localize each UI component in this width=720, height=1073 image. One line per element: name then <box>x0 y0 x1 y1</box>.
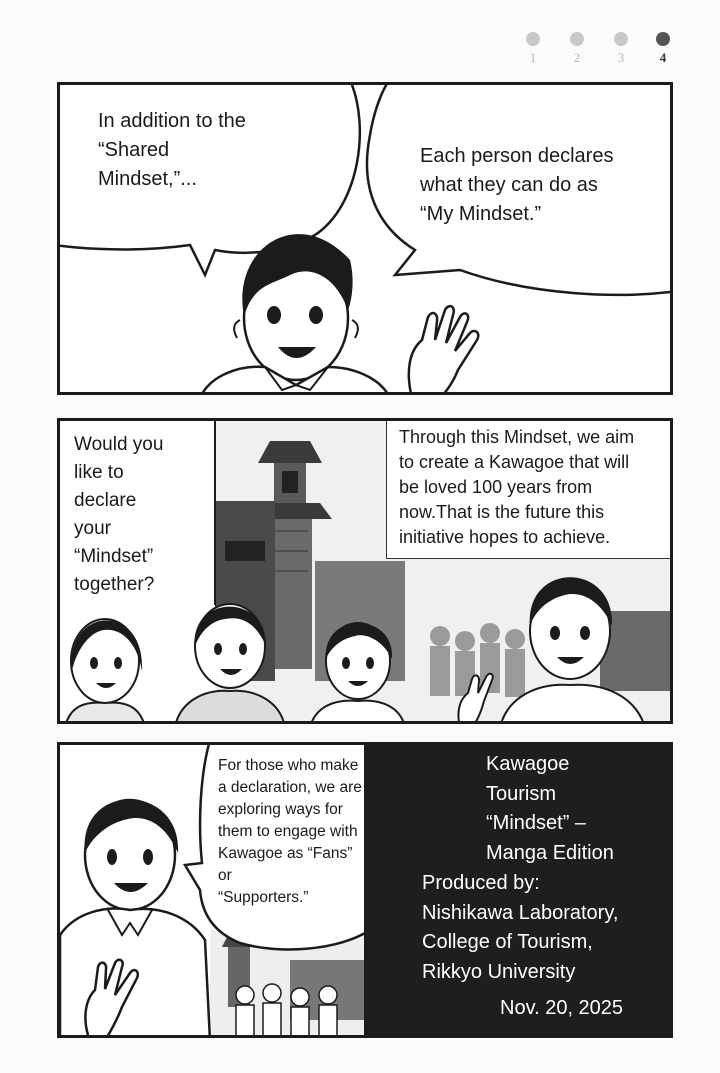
page-number-4: 4 <box>659 50 667 65</box>
text-line: “Mindset” <box>74 546 154 567</box>
bubble-line: them to engage with <box>218 823 358 840</box>
bubble-line: a declaration, we are <box>218 779 362 796</box>
page-number-2: 2 <box>573 50 581 65</box>
bubble-line: “Shared <box>98 139 170 161</box>
credits-line: Rikkyo University <box>422 960 576 983</box>
bubble-line: Mindset,”... <box>98 168 197 190</box>
text-line: declare <box>74 490 137 511</box>
speech-bubble-fans-supporters <box>218 755 364 909</box>
manga-panel-1 <box>57 82 673 395</box>
bubble-line: what they can do as <box>420 174 598 196</box>
credits-title-line: Tourism <box>486 782 557 805</box>
caption-line: initiative hopes to achieve. <box>399 527 611 547</box>
bubble-line: In addition to the <box>98 110 246 132</box>
credits-title <box>486 750 614 868</box>
speech-bubble-shared-mindset <box>98 107 246 194</box>
page-number-3: 3 <box>617 50 625 65</box>
page-dot-1[interactable] <box>526 32 540 46</box>
publication-date: Nov. 20, 2025 <box>500 997 624 1019</box>
manga-panel-2 <box>57 418 673 724</box>
speech-bubble-my-mindset <box>420 142 613 229</box>
bubble-line: “My Mindset.” <box>420 203 542 225</box>
bubble-line: Kawagoe as “Fans” or <box>218 845 353 884</box>
caption-line: to create a Kawagoe that will <box>399 452 630 472</box>
credits-producer <box>422 869 618 987</box>
text-line: your <box>74 518 111 539</box>
credits-title-line: Manga Edition <box>486 841 614 864</box>
credits-title-line: “Mindset” – <box>486 812 587 834</box>
bubble-line: For those who make <box>218 757 359 774</box>
bubble-line: Each person declares <box>420 145 614 167</box>
text-line: like to <box>74 462 124 483</box>
credits-block <box>367 742 673 1038</box>
invitation-text <box>74 431 163 599</box>
page-dot-3[interactable] <box>614 32 628 46</box>
credits-line: Produced by: <box>422 872 540 894</box>
page-dot-4-current[interactable] <box>656 32 670 46</box>
text-line: together? <box>74 574 155 595</box>
text-line: Would you <box>74 434 164 455</box>
credits-line: College of Tourism, <box>422 931 593 953</box>
caption-line: be loved 100 years from <box>399 477 593 497</box>
narration-caption <box>386 421 673 559</box>
bubble-line: “Supporters.” <box>218 889 309 906</box>
page-dot-2[interactable] <box>570 32 584 46</box>
page-indicator <box>522 30 682 70</box>
credits-line: Nishikawa Laboratory, <box>422 901 619 924</box>
caption-line: now.That is the future this <box>399 502 605 522</box>
caption-line: Through this Mindset, we aim <box>399 427 635 447</box>
page-number-1: 1 <box>529 50 537 65</box>
credits-title-line: Kawagoe <box>486 753 570 775</box>
bubble-line: exploring ways for <box>218 801 343 818</box>
manga-panel-3 <box>57 742 367 1038</box>
